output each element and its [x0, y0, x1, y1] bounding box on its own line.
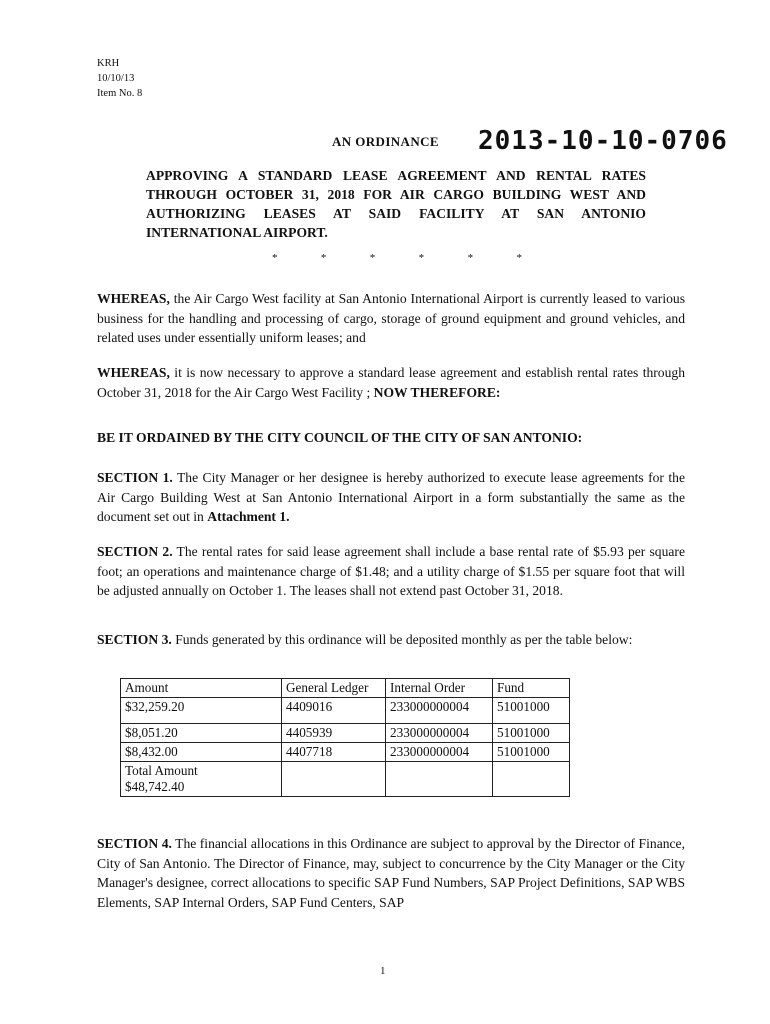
- section-4-text: The financial allocations in this Ordinance are subject to approval by the Director of Finance, City of San Antonio. The Director of Finance, may, subject to concurrence by the City Manager or the City Manager's designee, correct allocations to specific SAP Fund Numbers, SAP Project Definitions, SAP WBS Elements, SAP Internal Orders, SAP Fund Centers, SAP: [97, 836, 685, 910]
- cell-fund: 51001000: [493, 743, 570, 762]
- ordinance-number: 2013-10-10-0706: [478, 126, 728, 156]
- whereas-paragraph-2: [97, 363, 685, 402]
- whereas-text: the Air Cargo West facility at San Antonio International Airport is currently leased to various business for the handling and processing of cargo, storage of ground equipment and ground vehicles, and related uses under essentially uniform leases; and: [97, 291, 685, 345]
- whereas-text: it is now necessary to approve a standard lease agreement and establish rental rates through October 31, 2018 for the Air Cargo West Facility ;: [97, 365, 685, 400]
- table-row: [121, 743, 570, 762]
- document-header: [97, 56, 142, 101]
- star: *: [516, 252, 522, 264]
- cell-total: [121, 762, 282, 797]
- total-label: Total Amount: [125, 763, 198, 778]
- header-internal-order: Internal Order: [386, 679, 493, 698]
- star: *: [369, 252, 376, 264]
- section-4-lead: SECTION 4.: [97, 836, 172, 851]
- ordinance-heading: [332, 128, 732, 158]
- header-initials: KRH: [97, 58, 120, 69]
- section-3-lead: SECTION 3.: [97, 632, 172, 647]
- section-2: [97, 542, 685, 601]
- section-1: [97, 468, 685, 527]
- star: *: [320, 252, 327, 264]
- cell-empty: [282, 762, 386, 797]
- star: *: [418, 252, 425, 264]
- funds-table: [120, 678, 570, 797]
- header-item-number: Item No. 8: [97, 88, 143, 99]
- cell-amount: $8,051.20: [121, 724, 282, 743]
- section-2-text: The rental rates for said lease agreement shall include a base rental rate of $5.93 per square foot; an operations and maintenance charge of $1.48; and a utility charge of $1.55 per square foot that will be adjusted annually on October 1. The leases shall not extend past October 31, 2018.: [97, 544, 685, 598]
- section-1-text: The City Manager or her designee is hereby authorized to execute lease agreements for the Air Cargo Building West at San Antonio International Airport in a form substantially the same as the document set out in: [97, 470, 685, 524]
- whereas-paragraph-1: [97, 289, 685, 348]
- table-header-row: [121, 679, 570, 698]
- cell-empty: [386, 762, 493, 797]
- section-3-text: Funds generated by this ordinance will be deposited monthly as per the table below:: [171, 632, 633, 647]
- cell-fund: 51001000: [493, 698, 570, 724]
- table-total-row: [121, 762, 570, 797]
- cell-empty: [493, 762, 570, 797]
- separator-stars: [272, 252, 522, 264]
- cell-amount: $32,259.20: [121, 698, 282, 724]
- table-row: [121, 724, 570, 743]
- whereas-lead: WHEREAS,: [97, 291, 170, 306]
- whereas-lead: WHEREAS,: [97, 365, 170, 380]
- ordinance-label: AN ORDINANCE: [332, 134, 439, 149]
- page-number: 1: [380, 965, 386, 977]
- cell-order: 233000000004: [386, 743, 493, 762]
- star: *: [467, 252, 474, 264]
- star: *: [272, 252, 278, 264]
- table-row: [121, 698, 570, 724]
- cell-order: 233000000004: [386, 724, 493, 743]
- header-general-ledger: General Ledger: [282, 679, 386, 698]
- ordinance-title: APPROVING A STANDARD LEASE AGREEMENT AND RENTAL RATES THROUGH OCTOBER 31, 2018 FOR AIR CARGO BUILDING WEST AND AUTHORIZING LEASES AT SAID FACILITY AT SAN ANTONIO INTERNATIONAL AIRPORT.: [146, 168, 646, 240]
- cell-ledger: 4407718: [282, 743, 386, 762]
- cell-fund: 51001000: [493, 724, 570, 743]
- header-fund: Fund: [493, 679, 570, 698]
- section-2-lead: SECTION 2.: [97, 544, 173, 559]
- total-value: $48,742.40: [125, 779, 185, 794]
- cell-order: 233000000004: [386, 698, 493, 724]
- cell-ledger: 4405939: [282, 724, 386, 743]
- section-3: [97, 630, 685, 650]
- section-4: [97, 834, 685, 912]
- be-it-ordained: BE IT ORDAINED BY THE CITY COUNCIL OF THE CITY OF SAN ANTONIO:: [97, 430, 583, 445]
- header-amount: Amount: [121, 679, 282, 698]
- header-date: 10/10/13: [97, 73, 135, 84]
- now-therefore: NOW THEREFORE:: [373, 384, 501, 400]
- cell-ledger: 4409016: [282, 698, 386, 724]
- section-1-lead: SECTION 1.: [97, 470, 173, 485]
- cell-amount: $8,432.00: [121, 743, 282, 762]
- attachment-ref: Attachment 1.: [207, 509, 290, 524]
